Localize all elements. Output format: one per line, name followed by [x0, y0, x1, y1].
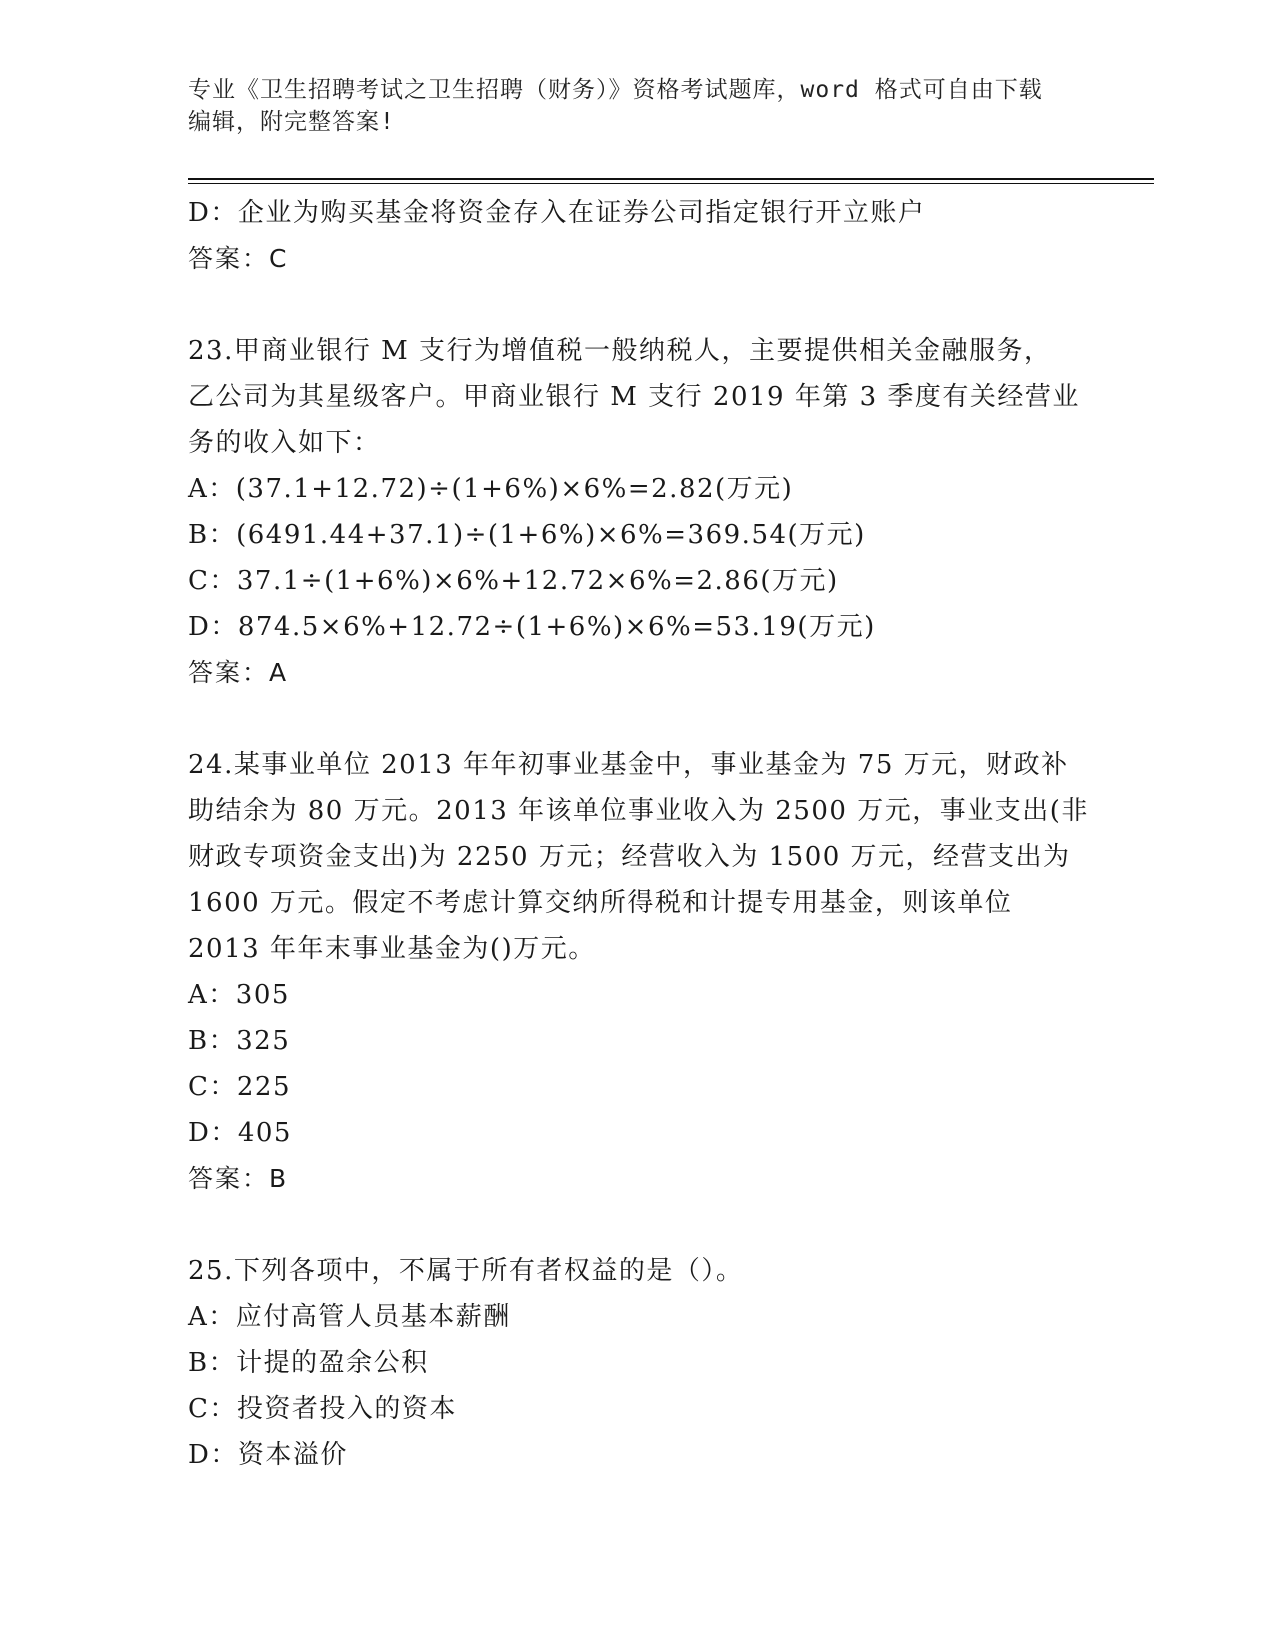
q25-stem-line-1: 25.下列各项中，不属于所有者权益的是（）。 — [188, 1256, 744, 1286]
q25-option-c: C：投资者投入的资本 — [188, 1394, 457, 1424]
q24-option-a: A：305 — [188, 980, 290, 1010]
q24-stem-line-3: 财政专项资金支出)为 2250 万元；经营收入为 1500 万元，经营支出为 — [188, 842, 1071, 872]
header-line-1: 专业《卫生招聘考试之卫生招聘（财务）》资格考试题库，word 格式可自由下载 — [188, 77, 1043, 103]
q23-option-b: B：(6491.44+37.1)÷(1+6%)×6%=369.54(万元) — [188, 520, 866, 550]
q23-stem-line-1: 23.甲商业银行 M 支行为增值税一般纳税人，主要提供相关金融服务， — [188, 336, 1052, 366]
q24-option-d: D：405 — [188, 1118, 292, 1148]
q23-stem-line-2: 乙公司为其星级客户。甲商业银行 M 支行 2019 年第 3 季度有关经营业 — [188, 382, 1080, 412]
question-content — [188, 190, 1088, 1478]
q24-stem-line-2: 助结余为 80 万元。2013 年该单位事业收入为 2500 万元，事业支出(非 — [188, 796, 1089, 826]
spacer — [188, 282, 1088, 328]
q25-option-d: D：资本溢价 — [188, 1440, 348, 1470]
spacer — [188, 1202, 1088, 1248]
header-divider-thin — [188, 183, 1154, 184]
question-25 — [188, 1248, 1088, 1478]
q25-option-b: B：计提的盈余公积 — [188, 1348, 429, 1378]
question-23 — [188, 328, 1088, 696]
header-divider-thick — [188, 178, 1154, 180]
q24-option-b: B：325 — [188, 1026, 291, 1056]
q23-stem-line-3: 务的收入如下： — [188, 428, 381, 458]
q24-answer: 答案：B — [188, 1164, 289, 1193]
document-header-note — [188, 74, 1088, 138]
q22-option-d: D：企业为购买基金将资金存入在证券公司指定银行开立账户 — [188, 198, 926, 228]
question-22 — [188, 190, 1088, 282]
q23-option-d: D：874.5×6%+12.72÷(1+6%)×6%=53.19(万元) — [188, 612, 876, 642]
q22-answer: 答案：C — [188, 244, 289, 273]
q23-option-c: C：37.1÷(1+6%)×6%+12.72×6%=2.86(万元) — [188, 566, 839, 596]
q23-option-a: A：(37.1+12.72)÷(1+6%)×6%=2.82(万元) — [188, 474, 794, 504]
q24-option-c: C：225 — [188, 1072, 292, 1102]
spacer — [188, 696, 1088, 742]
question-24 — [188, 742, 1088, 1202]
q24-stem-line-1: 24.某事业单位 2013 年年初事业基金中，事业基金为 75 万元，财政补 — [188, 750, 1069, 780]
q24-stem-line-4: 1600 万元。假定不考虑计算交纳所得税和计提专用基金，则该单位 — [188, 888, 1013, 918]
q25-option-a: A：应付高管人员基本薪酬 — [188, 1302, 511, 1332]
header-line-2: 编辑，附完整答案! — [188, 109, 395, 135]
q23-answer: 答案：A — [188, 658, 289, 687]
q24-stem-line-5: 2013 年年末事业基金为()万元。 — [188, 934, 596, 964]
